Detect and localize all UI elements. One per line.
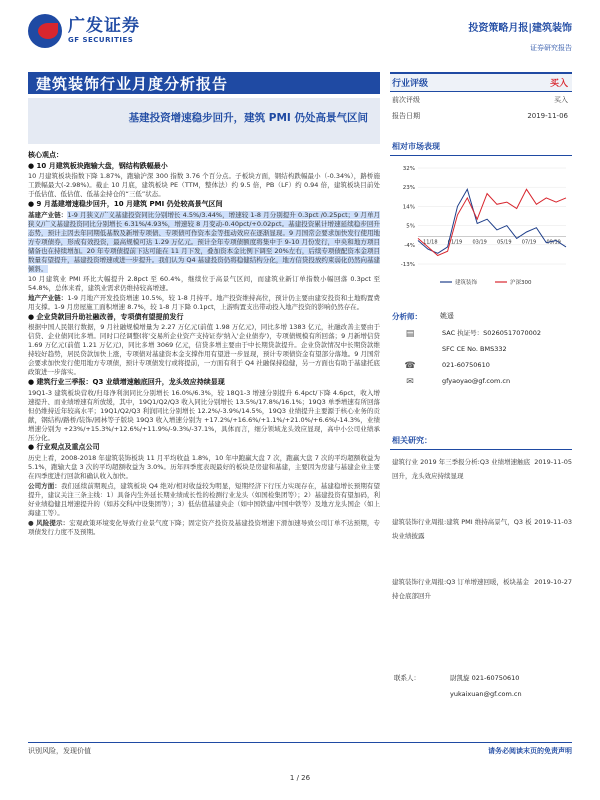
related-title-text: 相关研究： — [392, 436, 432, 445]
summary-text: 宏观政策环境变化导致行业景气度下降；固定资产投资及基建投资增速下滑加速导致公司订单不达预期，专项债发行力度不及预期。 — [28, 518, 380, 536]
rating-date-value: 2019-11-06 — [527, 112, 568, 120]
summary-point-5-body: 历史上看，2008-2018 年建筑装饰板块 11 月平均收益 1.8%，10 年中跑赢大盘 7 次，跑赢大盘 7 次的平均超额收益为 5.1%，跑输大盘 3 次的平均超额收益为 3.0%。历年四季度表现最好的板块是房建和基建，主要因为房建与基建企业主要在四季度进行回款和确认收入加快。 — [28, 454, 380, 481]
analyst-label: 分析师： — [392, 312, 422, 321]
chart-y-tick-label: -4% — [404, 242, 415, 249]
analyst-sac: SAC 执证号：S0260517070002 — [442, 329, 542, 337]
related-item-date: 2019-11-03 — [534, 518, 572, 526]
summary-point-3-head: ● 企业贷款回升助社融改善，专项债有望提前发行 — [28, 312, 184, 321]
summary-point-3-body: 根据中国人民银行数据，9 月社融规模增量为 2.27 万亿元(前值 1.98 万亿元)，同比多增 1383 亿元，社融改善主要由于信贷、企业债同比多增。同时口径调整(将'交易所企业资产支持证券'纳入'企业债券')，专项债规模有所回落；9 月新增信贷 1.69 万亿元(前值 1.21 万亿元)，同比多增 3069 亿元，信贷多增主要由于中长期贷款提升。企业贷款情况中长期贷款维持较好趋势，居民贷款加快上涨，专项债对基建资本金支撑作用有望进一步显现，预计专项债资金有望部分落地。9 月国常会要求加快发行使用地方专项债，预计专项债发行或将提前，一方面有利于 Q4 社融保持稳健，另一方面也有助于基建托底政策进一步落实。 — [28, 323, 380, 377]
report-title: 建筑装饰行业月度分析报告 — [36, 75, 229, 93]
market-section-title — [390, 140, 572, 156]
contact-block — [390, 670, 572, 702]
rating-prev-value: 买入 — [554, 96, 568, 104]
summary-bold-label: ● 风险提示： — [28, 518, 70, 527]
rating-head-label: 行业评级 — [392, 79, 429, 89]
market-title-text: 相对市场表现 — [392, 142, 440, 151]
analyst-phone: 021-60750610 — [442, 361, 490, 369]
contact-email[interactable]: yukaixuan@gf.com.cn — [450, 690, 522, 698]
chart-legend-label: 建筑装饰 — [455, 280, 478, 286]
email-icon: ✉ — [406, 377, 414, 387]
summary-bold-label: 地产产业链： — [28, 293, 68, 302]
rating-date-row — [390, 108, 572, 124]
chart-x-tick-label: 01/19 — [447, 239, 463, 246]
rating-date-label: 报告日期 — [392, 112, 420, 120]
related-section-title — [390, 434, 572, 450]
summary-bold-label: 基建产业链： — [28, 210, 68, 219]
footer-disclaimer: 请务必阅读末页的免责声明 — [488, 747, 572, 755]
rating-prev-label: 前次评级 — [392, 96, 420, 104]
summary-highlight-text: 1-9 月狭义/广义基建投资同比分别增长 4.5%/3.44%，增速较 1-8 月分别提升 0.3pct /0.25pct；9 月单月狭义/广义基建投资同比分别增长 6.31%/4.93%，增速较 8 月变动-0.40pct/+0.02pct。基建投资累计增速延续稳步回升态势，预计主因去年同期低基数及新增专项债、专项债可作资本金等扭动效应在逐渐显现。9 月国常会要求加快发行使用地方专项债券，形成有效投资，最高规模可达 1.29 万亿元。预计全年专项债额度将集中于 9-10 月份发行，中央和地方项目储备也在持续增加。20 年专项债提前下达可能在 11 月下发，叠加资本金比例下调至 20%左右，后续专项债配资本金项目数量有望提升，基建投资增速或进一步提升。我们认为 Q4 基建投资仍将稳健结构分化，地方信贷投放约束弱化仍然向基建倾斜。 — [28, 210, 380, 273]
chart-series-line — [418, 189, 566, 255]
rating-head — [390, 72, 572, 92]
summary-heading: 核心观点： — [28, 151, 63, 159]
rating-box — [390, 72, 572, 124]
market-divider — [390, 155, 572, 156]
rating-prev-row — [390, 92, 572, 108]
summary-text: 我们延续前期观点，建筑板块 Q4 绝对/相对收益较为明显，短期经济下行压力实现存在，基建稳增长预期有望提升，建议关注三条主线：1）具备内生外延长期业绩成长性的检测行业龙头（如国检集团等）；2）基建投资有望加码，利好业绩稳健且增速提升的（如苏交科/中设集团等）；3）低估值基建央企（如中国铁建/中国中铁等）及地方龙头国企（如上海建工等）。 — [28, 482, 380, 517]
chart-x-tick-label: 07/19 — [521, 239, 537, 246]
summary-bold-label: 公司方面： — [28, 482, 61, 491]
summary-point-1-head: ● 10 月建筑板块跑输大盘，钢结构跌幅最小 — [28, 161, 168, 170]
report-type: 投资策略月报|建筑装饰 — [468, 23, 572, 34]
contact-name: 尉凯旋 021-60750610 — [450, 674, 520, 682]
page-number: 1 / 26 — [289, 774, 311, 782]
analyst-sfc-row — [392, 344, 572, 358]
relative-performance-chart — [390, 160, 572, 292]
logo-icon — [28, 14, 62, 48]
logo-en: GF SECURITIES — [68, 36, 134, 44]
summary-risk-para — [28, 519, 380, 537]
phone-icon: ☎ — [404, 361, 416, 371]
chart-x-tick-label: 05/19 — [497, 239, 512, 246]
related-item-date: 2019-10-27 — [534, 578, 572, 586]
page-header — [0, 0, 600, 68]
report-subtitle: 基建投资增速稳步回升，建筑 PMI 仍处高景气区间 — [128, 112, 368, 124]
summary-company-para — [28, 482, 380, 518]
page-footer — [28, 742, 572, 772]
analyst-email-row — [392, 376, 572, 390]
related-divider — [390, 449, 572, 450]
summary-point-2-para-2: 10 月建筑业 PMI 环比大幅提升 2.8pct 至 60.4%，继续位于高景气区间，而建筑业新订单指数小幅回落 0.3pct 至 54.8%，总体来看，建筑业需求仍维持较高增速。 — [28, 274, 380, 292]
chart-y-tick-label: -13% — [400, 262, 415, 268]
analyst-name: 姚遥 — [440, 312, 454, 320]
related-item-date: 2019-11-05 — [534, 458, 572, 466]
footer-left: 识别风险，发现价值 — [28, 747, 91, 755]
company-logo — [28, 14, 168, 48]
analyst-phone-row — [392, 360, 572, 374]
chart-x-tick-label: 03/19 — [472, 239, 487, 246]
summary-point-2-para-1 — [28, 211, 380, 274]
related-item-title: 建筑装饰行业周报:Q3 订单增速回暖，板块基金持仓底部回升 — [392, 578, 530, 600]
core-summary — [28, 150, 380, 698]
summary-point-1-body: 10 月建筑板块指数下降 1.87%，跑输沪深 300 指数 3.76 个百分点。子板块方面，钢结构跌幅最小（-0.34%），路桥施工跌幅最大(-2.98%)。截止 10 月底，建筑板块 PE（TTM，整体法）约 9.5 倍，PB（LF）约 0.94 倍，建筑板块目前处于低估值、低估值、低基金持仓的“三低”状态。 — [28, 172, 380, 199]
chart-x-tick-label: 11/18 — [423, 239, 438, 246]
summary-point-4-head: ● 建筑行业三季报：Q3 业绩增速触底回升，龙头效应持续显现 — [28, 378, 225, 386]
id-card-icon: ▤ — [405, 329, 415, 339]
logo-cn: 广发证券 — [68, 16, 140, 36]
related-item-title: 建筑装饰行业周报:建筑 PMI 维持高景气，Q3 板块业绩披露 — [392, 518, 532, 540]
analyst-email[interactable]: gfyaoyao@gf.com.cn — [442, 377, 511, 385]
summary-point-2-para-3 — [28, 294, 380, 312]
related-item-title: 建筑行业 2019 年三季报分析:Q3 业绩增速触底回升，龙头效应持续显现 — [392, 458, 531, 480]
chart-y-tick-label: 23% — [402, 185, 415, 192]
report-title-bar — [28, 72, 380, 94]
chart-y-tick-label: 5% — [406, 223, 415, 230]
chart-y-tick-label: 14% — [402, 204, 415, 211]
rating-head-value: 买入 — [549, 79, 568, 89]
summary-point-5-head: ● 行业观点及重点公司 — [28, 443, 100, 452]
summary-point-2-head: ● 9 月基建增速稳步回升，10 月建筑 PMI 仍处较高景气区间 — [28, 200, 223, 209]
contact-label: 联系人： — [394, 674, 420, 682]
summary-point-4-body: 19Q1-3 建筑板块营收/归母净利润同比分别增长 16.0%/6.3%，较 18Q1-3 增速分别提升 6.4pct/下降 4.6pct，收入增速提升、而业绩增速有所放缓，其中，19Q1/Q2/Q3 收入同比分别增长 13.5%/17.8%/16.1%；19Q3 单季增速有所回落但仍维持近年较高水平；19Q1/Q2/Q3 利润同比分别增长 12.2%/-3.9%/14.5%，19Q3 业绩提升主要源于核心业务的贡献，钢结构/路桥/装饰/园林等子版块 19Q3 收入增速分别为 +17.2%/+16.6%/+1.1%/+21.0%/+6.6%/-14.3%，业绩增速分别为 +23%/+15.3%/+12.6%/+11.9%/-9.3%/-37.1%，具体而言，细分领域龙头效应显现，高中小公司业绩承压分化。 — [28, 388, 380, 442]
report-subtype: 证券研究报告 — [530, 44, 572, 52]
analyst-sfc: SFC CE No. BMS332 — [442, 345, 507, 353]
chart-legend-label: 沪深300 — [510, 280, 532, 286]
chart-y-tick-label: 32% — [402, 166, 415, 172]
analyst-sac-row — [392, 328, 572, 342]
chart-x-tick-label: 09/19 — [546, 239, 561, 246]
report-subtitle-box — [28, 98, 380, 144]
summary-text: 1-9 月地产开发投资增速 10.5%，较 1-8 月持平。地产投资维持高位，预计仍主要由建安投资和土地购置费用支撑。1-9 月房屋施工面积增速 8.7%，较 1-8 月下降 0.1pct，上游购置支出带动投入地产投资的影响仍然存在。 — [28, 293, 380, 311]
